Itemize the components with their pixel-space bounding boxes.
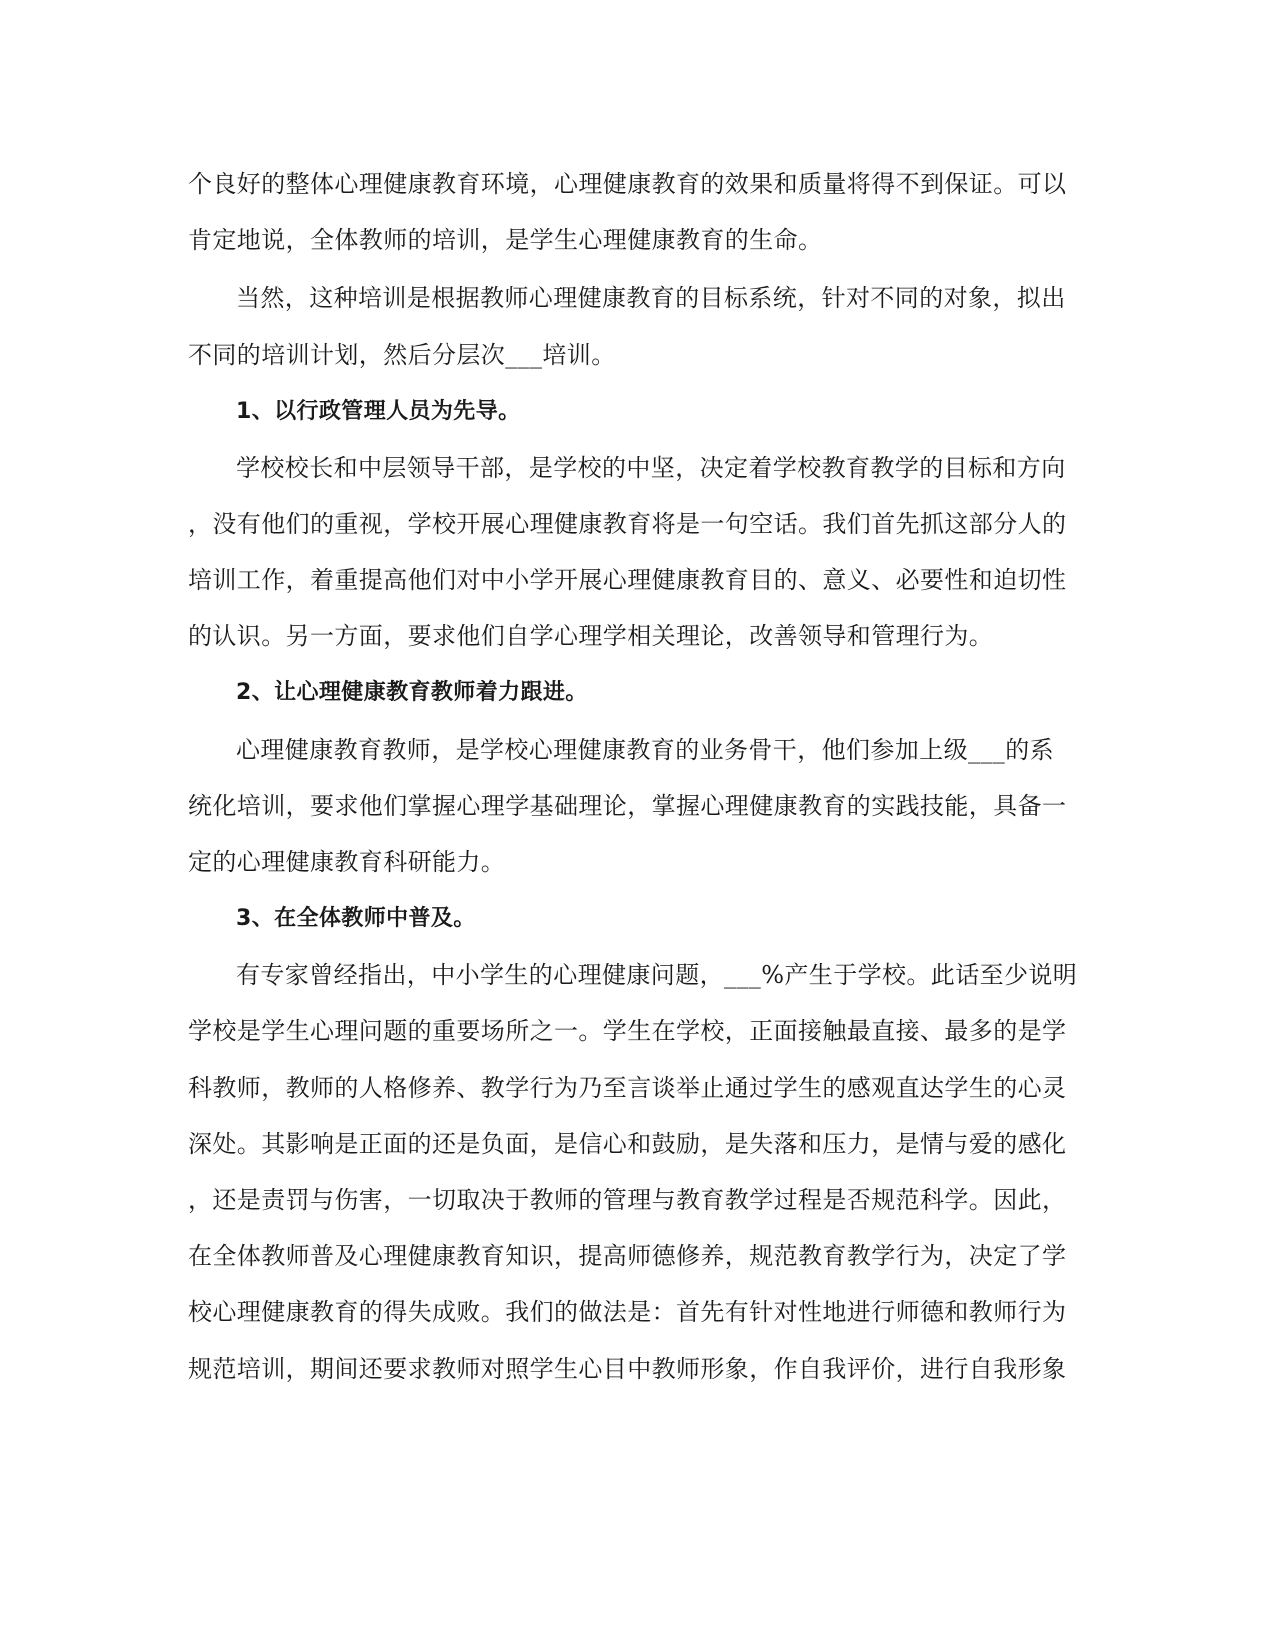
text-line: 培训工作，着重提高他们对中小学开展心理健康教育目的、意义、必要性和迫切性	[188, 566, 1067, 594]
text-line: 科教师，教师的人格修养、教学行为乃至言谈举止通过学生的感观直达学生的心灵	[188, 1074, 1067, 1102]
text-line: 校心理健康教育的得失成败。我们的做法是：首先有针对性地进行师德和教师行为	[188, 1298, 1067, 1326]
section-heading-1: 1、以行政管理人员为先导。	[236, 399, 521, 424]
paragraph-start-line: 有专家曾经指出，中小学生的心理健康问题，___%产生于学校。此话至少说明	[236, 961, 1078, 989]
text-line: ，没有他们的重视，学校开展心理健康教育将是一句空话。我们首先抓这部分人的	[188, 510, 1067, 538]
text-line: 的认识。另一方面，要求他们自学心理学相关理论，改善领导和管理行为。	[188, 622, 994, 650]
text-line: 学校是学生心理问题的重要场所之一。学生在学校，正面接触最直接、最多的是学	[188, 1017, 1067, 1045]
text-line: 规范培训，期间还要求教师对照学生心目中教师形象，作自我评价，进行自我形象	[188, 1355, 1067, 1383]
text-line: 在全体教师普及心理健康教育知识，提高师德修养，规范教育教学行为，决定了学	[188, 1242, 1067, 1270]
text-line: 深处。其影响是正面的还是负面，是信心和鼓励，是失落和压力，是情与爱的感化	[188, 1130, 1067, 1158]
paragraph-start-line: 当然，这种培训是根据教师心理健康教育的目标系统，针对不同的对象，拟出	[236, 284, 1066, 312]
text-line: 统化培训，要求他们掌握心理学基础理论，掌握心理健康教育的实践技能，具备一	[188, 792, 1067, 820]
text-line: 不同的培训计划，然后分层次___培训。	[188, 341, 616, 369]
text-line: 肯定地说，全体教师的培训，是学生心理健康教育的生命。	[188, 226, 823, 254]
text-line: 个良好的整体心理健康教育环境，心理健康教育的效果和质量将得不到保证。可以	[188, 170, 1067, 198]
paragraph-start-line: 心理健康教育教师，是学校心理健康教育的业务骨干，他们参加上级___的系	[236, 736, 1054, 764]
section-heading-3: 3、在全体教师中普及。	[236, 906, 476, 931]
section-heading-2: 2、让心理健康教育教师着力跟进。	[236, 680, 588, 705]
text-line: 定的心理健康教育科研能力。	[188, 848, 506, 876]
paragraph-start-line: 学校校长和中层领导干部，是学校的中坚，决定着学校教育教学的目标和方向	[236, 454, 1066, 482]
text-line: ，还是责罚与伤害，一切取决于教师的管理与教育教学过程是否规范科学。因此，	[188, 1186, 1067, 1214]
